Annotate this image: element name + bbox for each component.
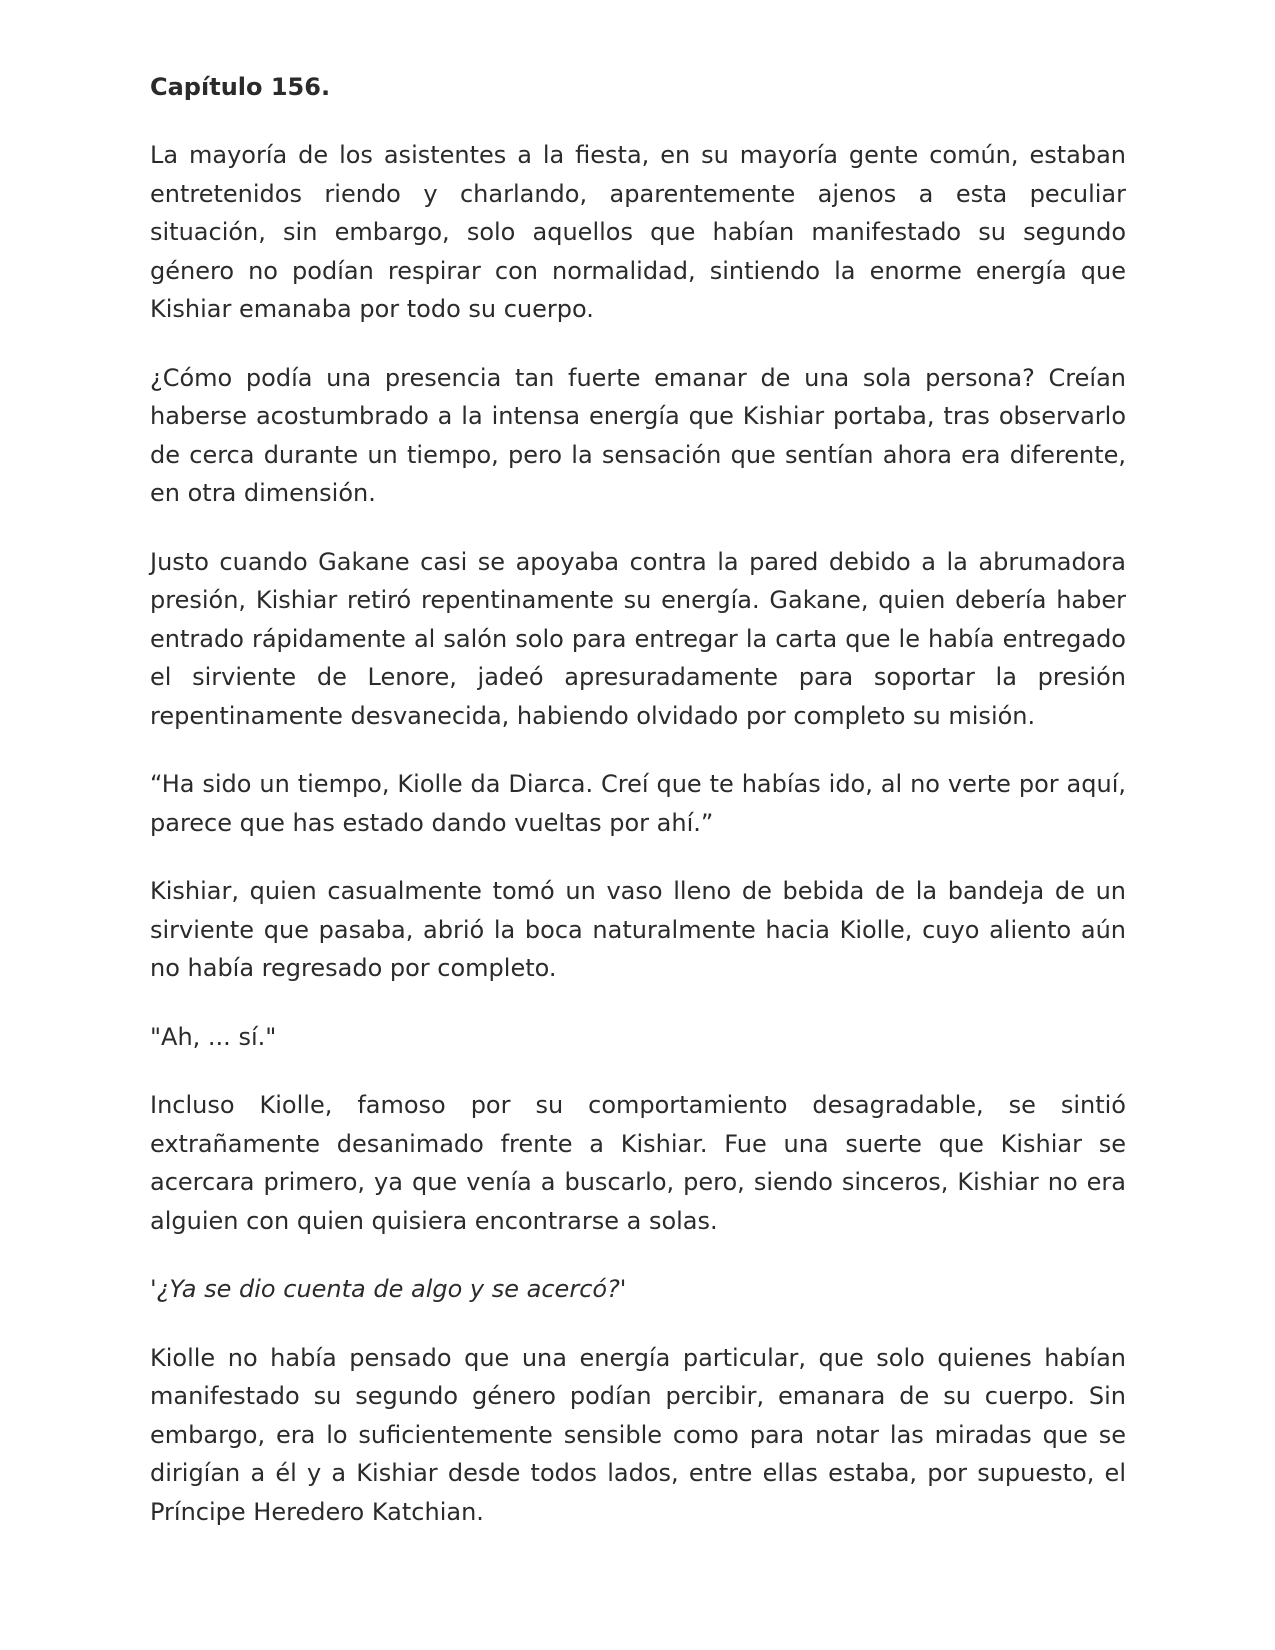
paragraph-5: Kishiar, quien casualmente tomó un vaso lleno de bebida de la bandeja de un sirviente que pasaba, abrió la boca naturalmente hacia Kiolle, cuyo aliento aún no había regresado por completo. [150,877,1126,982]
chapter-title: Capítulo 156. [150,73,331,101]
paragraph-9: Kiolle no había pensado que una energía particular, que solo quienes habían manifestado su segundo género podían percibir, emanara de su cuerpo. Sin embargo, era lo suficientemente sensible como para notar las miradas que se dirigían a él y a Kishiar desde todos lados, entre ellas estaba, por supuesto, el Príncipe Heredero Katchian. [150,1343,1126,1526]
paragraph-6: "Ah, ... sí." [150,1022,277,1051]
paragraph-1: La mayoría de los asistentes a la fiesta, en su mayoría gente común, estaban entretenidos riendo y charlando, aparentemente ajenos a esta peculiar situación, sin embargo, solo aquellos que habían manifestado su segundo género no podían respirar con normalidad, sintiendo la enorme energía que Kishiar emanaba por todo su cuerpo. [150,141,1126,323]
paragraph-3: Justo cuando Gakane casi se apoyaba contra la pared debido a la abrumadora presión, Kishiar retiró repentinamente su energía. Gakane, quien debería haber entrado rápidamente al salón solo para entregar la carta que le había entregado el sirviente de Lenore, jadeó apresuradamente para soportar la presión repentinamente desvanecida, habiendo olvidado por completo su misión. [150,547,1126,730]
paragraph-4: “Ha sido un tiempo, Kiolle da Diarca. Creí que te habías ido, al no verte por aquí, parece que has estado dando vueltas por ahí.” [150,770,1126,837]
paragraph-2: ¿Cómo podía una presencia tan fuerte emanar de una sola persona? Creían haberse acostumbrado a la intensa energía que Kishiar portaba, tras observarlo de cerca durante un tiempo, pero la sensación que sentían ahora era diferente, en otra dimensión. [150,363,1126,507]
paragraph-8-thought: '¿Ya se dio cuenta de algo y se acercó?' [150,1275,627,1303]
document-page [150,68,1126,1561]
paragraph-7: Incluso Kiolle, famoso por su comportamiento desagradable, se sintió extrañamente desanimado frente a Kishiar. Fue una suerte que Kishiar se acercara primero, ya que venía a buscarlo, pero, siendo sinceros, Kishiar no era alguien con quien quisiera encontrarse a solas. [150,1091,1126,1235]
